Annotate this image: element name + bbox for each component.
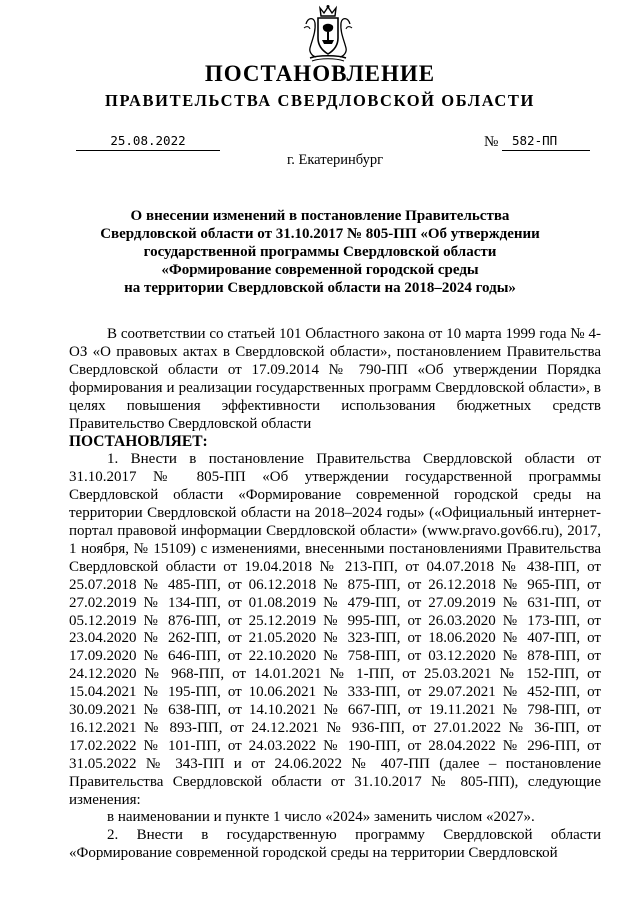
item-1-paragraph: 1. Внести в постановление Правительства Свердловской области от 31.10.2017 № 805-ПП «Об утверждении государственной программы Свердловской области «Формирование современной городской среды на территории Свердловской области на 2018–2024 годы» («Официальный интернет-портал правовой информации Свердловской области» (www.pravo.gov66.ru), 2017, 1 ноября, № 15109) с изменениями, внесенными постановлениями Правительства Свердловской области от 19.04.2018 № 213-ПП, от 04.07.2018 № 438-ПП, от 25.07.2018 № 485-ПП, от 06.12.2018 № 875-ПП, от 26.12.2018 № 965-ПП, от 27.02.2019 № 134-ПП, от 01.08.2019 № 479-ПП, от 27.09.2019 № 631-ПП, от 05.12.2019 № 876-ПП, от 25.12.2019 № 995-ПП, от 26.03.2020 № 173-ПП, от 23.04.2020 № 262-ПП, от 21.05.2020 № 323-ПП, от 18.06.2020 № 407-ПП, от 17.09.2020 № 646-ПП, от 22.10.2020 № 758-ПП, от 03.12.2020 № 878-ПП, от 24.12.2020 № 968-ПП, от 14.01.2021 № 1-ПП, от 25.03.2021 № 152-ПП, от 15.04.2021 № 195-ПП, от 10.06.2021 № 333-ПП, от 29.07.2021 № 452-ПП, от 30.09.2021 № 638-ПП, от 14.10.2021 № 667-ПП, от 19.11.2021 № 798-ПП, от 16.12.2021 № 893-ПП, от 24.12.2021 № 936-ПП, от 27.01.2022 № 36-ПП, от 17.02.2022 № 101-ПП, от 24.03.2022 № 190-ПП, от 28.04.2022 № 296-ПП, от 31.05.2022 № 343-ПП и от 24.06.2022 № 407-ПП (далее – постановление Правительства Свердловской области от 31.10.2017 № 805-ПП), следующие изменения: [69, 451, 601, 808]
city-of-issue: г. Екатеринбург [286, 152, 384, 168]
document-type-heading: ПОСТАНОВЛЕНИЕ [204, 61, 436, 86]
title-line: О внесении изменений в постановление Правительства [130, 208, 510, 224]
coat-of-arms-icon [300, 4, 356, 62]
title-line: государственной программы Свердловской области [143, 244, 497, 260]
title-line: Свердловской области от 31.10.2017 № 805-ПП «Об утверждении [100, 226, 540, 242]
document-date: 25.08.2022 [76, 133, 220, 151]
item-1-change: в наименовании и пункте 1 число «2024» заменить числом «2027». [107, 809, 535, 826]
number-sign: № [484, 134, 499, 150]
item-2-paragraph: 2. Внести в государственную программу Свердловской области «Формирование современной городской среды на территории Свердловской [69, 827, 601, 862]
title-line: «Формирование современной городской среды [161, 262, 479, 278]
title-line: на территории Свердловской области на 2018–2024 годы» [124, 280, 516, 296]
preamble-paragraph: В соответствии со статьей 101 Областного закона от 10 марта 1999 года № 4-ОЗ «О правовых актах в Свердловской области», постановлением Правительства Свердловской области от 17.09.2014 № 790-ПП «Об утверждении Порядка формирования и реализации государственных программ Свердловской области», в целях повышения эффективности использования бюджетных средств Правительство Свердловской области [69, 326, 601, 432]
document-body [69, 326, 601, 863]
document-title [60, 207, 580, 297]
resolves-heading: ПОСТАНОВЛЯЕТ: [69, 433, 208, 451]
issuing-authority: ПРАВИТЕЛЬСТВА СВЕРДЛОВСКОЙ ОБЛАСТИ [105, 91, 535, 110]
document-number: 582-ПП [502, 133, 590, 151]
